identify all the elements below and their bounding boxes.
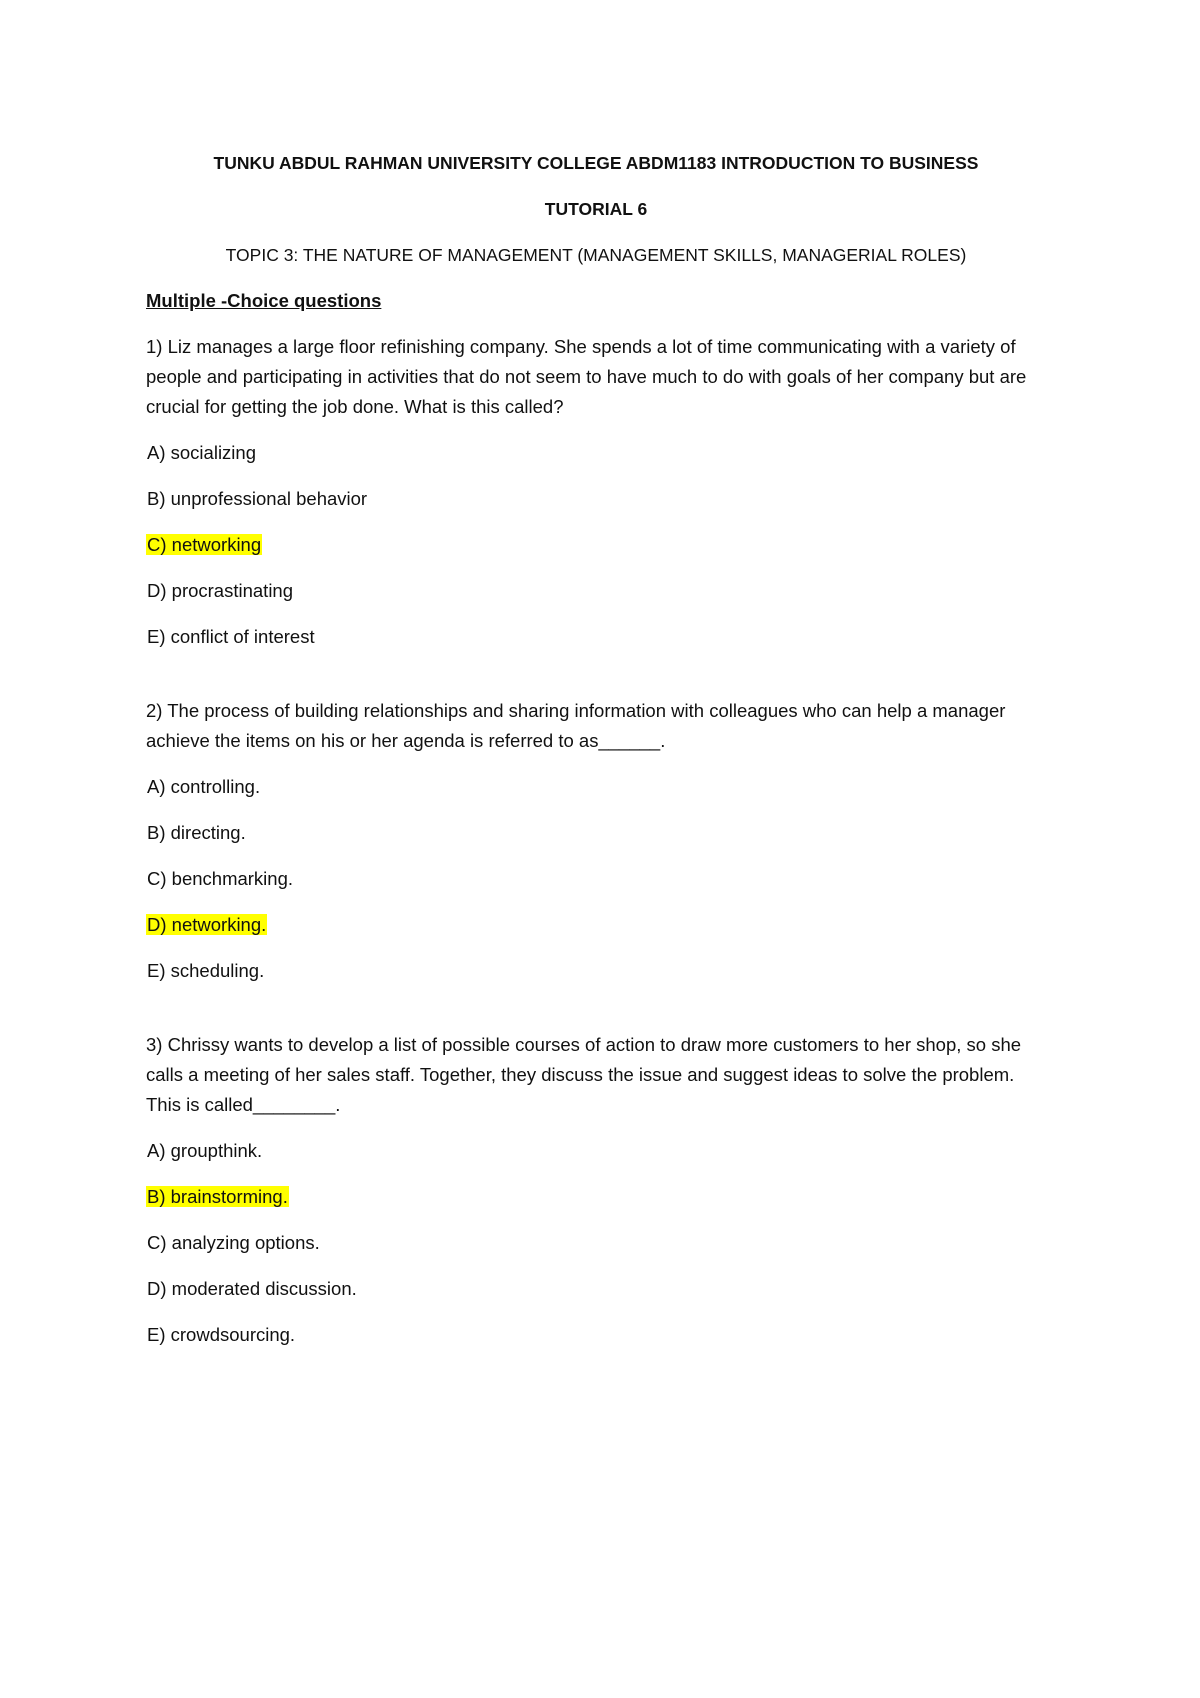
option-list xyxy=(146,772,1046,986)
option-c xyxy=(146,1228,1046,1258)
question-text: 2) The process of building relationships and sharing information with colleagues who can help a manager achieve the items on his or her agenda is referred to as______. xyxy=(146,700,1006,751)
question-block-3 xyxy=(146,1030,1046,1350)
option-label: D) procrastinating xyxy=(147,580,294,601)
option-label: E) crowdsourcing. xyxy=(147,1324,296,1345)
option-c xyxy=(146,864,1046,894)
option-d xyxy=(146,576,1046,606)
option-label: C) benchmarking. xyxy=(147,868,294,889)
tutorial-number: TUTORIAL 6 xyxy=(544,199,648,219)
highlighted-answer: D) networking. xyxy=(147,914,267,935)
option-label: E) scheduling. xyxy=(147,960,265,981)
question-block-1 xyxy=(146,332,1046,652)
option-label: E) conflict of interest xyxy=(147,626,315,647)
option-a xyxy=(146,438,1046,468)
option-a xyxy=(146,1136,1046,1166)
highlighted-answer: B) brainstorming. xyxy=(147,1186,288,1207)
option-b xyxy=(146,484,1046,514)
option-list xyxy=(146,1136,1046,1350)
highlighted-answer: C) networking xyxy=(147,534,262,555)
question-block-2 xyxy=(146,696,1046,986)
option-e xyxy=(146,622,1046,652)
option-label: B) directing. xyxy=(147,822,246,843)
question-text: 3) Chrissy wants to develop a list of possible courses of action to draw more customers to her shop, so she calls a meeting of her sales staff. Together, they discuss the issue and suggest ideas to solve the problem. This is called________. xyxy=(146,1034,1022,1115)
option-d-correct-answer xyxy=(146,910,1046,940)
option-b xyxy=(146,818,1046,848)
option-list xyxy=(146,438,1046,652)
option-label: A) groupthink. xyxy=(147,1140,263,1161)
option-label: C) analyzing options. xyxy=(147,1232,320,1253)
topic-line: TOPIC 3: THE NATURE OF MANAGEMENT (MANAGEMENT SKILLS, MANAGERIAL ROLES) xyxy=(225,245,967,265)
option-e xyxy=(146,956,1046,986)
option-c-correct-answer xyxy=(146,530,1046,560)
question-text: 1) Liz manages a large floor refinishing company. She spends a lot of time communicating with a variety of people and participating in activities that do not seem to have much to do with goals of her company but are crucial for getting the job done. What is this called? xyxy=(146,336,1027,417)
option-a xyxy=(146,772,1046,802)
option-b-correct-answer xyxy=(146,1182,1046,1212)
option-label: A) socializing xyxy=(147,442,256,463)
document-content xyxy=(146,148,1046,1394)
document-title: TUNKU ABDUL RAHMAN UNIVERSITY COLLEGE ABDM1183 INTRODUCTION TO BUSINESS xyxy=(213,153,979,173)
section-heading: Multiple -Choice questions xyxy=(146,290,382,311)
option-label: B) unprofessional behavior xyxy=(147,488,368,509)
option-e xyxy=(146,1320,1046,1350)
option-label: A) controlling. xyxy=(147,776,261,797)
option-d xyxy=(146,1274,1046,1304)
option-label: D) moderated discussion. xyxy=(147,1278,357,1299)
